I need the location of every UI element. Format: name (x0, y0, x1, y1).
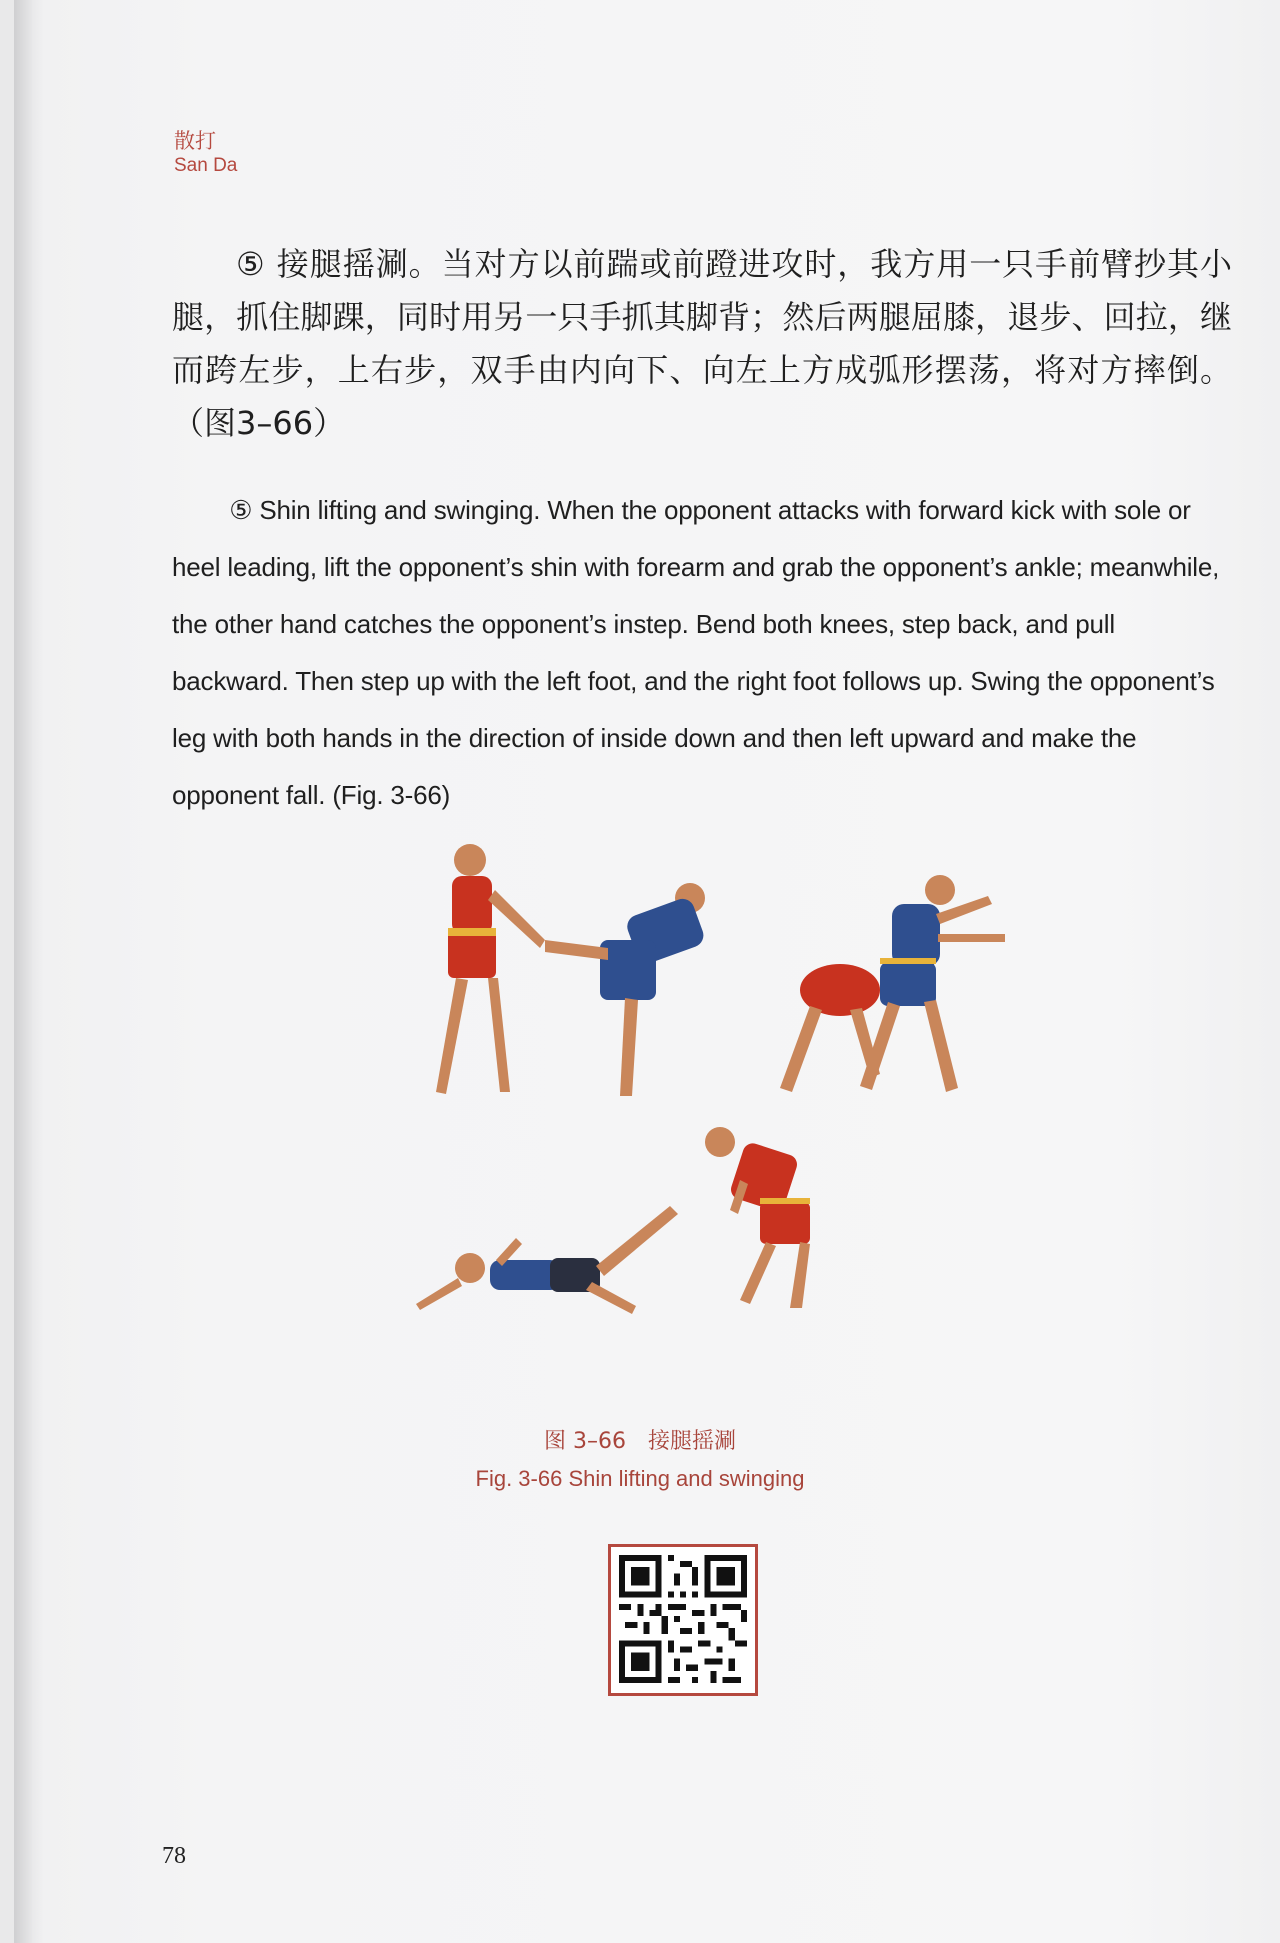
scene-3 (416, 1127, 810, 1314)
page-number: 78 (162, 1843, 186, 1869)
running-header (174, 128, 237, 178)
figure-illustration (340, 830, 1060, 1430)
scene-2 (780, 875, 1005, 1092)
qr-code[interactable] (608, 1544, 758, 1696)
figure-caption-en: Fig. 3-66 Shin lifting and swinging (475, 1466, 805, 1491)
scene-1 (436, 844, 707, 1096)
header-title-cn: 散打 (174, 129, 216, 153)
figure-caption-cn: 图 3–66 接腿摇涮 (544, 1429, 736, 1454)
fighters-illustration (340, 830, 1060, 1430)
paragraph-chinese: ⑤ 接腿摇涮。当对方以前踹或前蹬进攻时，我方用一只手前臂抄其小腿，抓住脚踝，同时用另一只手抓其脚背；然后两腿屈膝，退步、回拉，继而跨左步，上右步，双手由内向下、向左上方成弧形摆荡，将对方摔倒。（图3–66） (172, 245, 1232, 442)
qr-code-icon (619, 1555, 747, 1683)
header-title-en: San Da (174, 155, 238, 176)
page-spine-shadow (14, 0, 32, 1943)
paragraph-english: ⑤ Shin lifting and swinging. When the opponent attacks with forward kick with sole or heel leading, lift the opponent’s shin with forearm and grab the opponent’s ankle; meanwhile, the other hand catches the opponent’s instep. Bend both knees, step back, and pull backward. Then step up with the left foot, and the right foot follows up. Swing the opponent’s leg with both hands in the direction of inside down and then left upward and make the opponent fall. (Fig. 3-66) (172, 495, 1220, 810)
